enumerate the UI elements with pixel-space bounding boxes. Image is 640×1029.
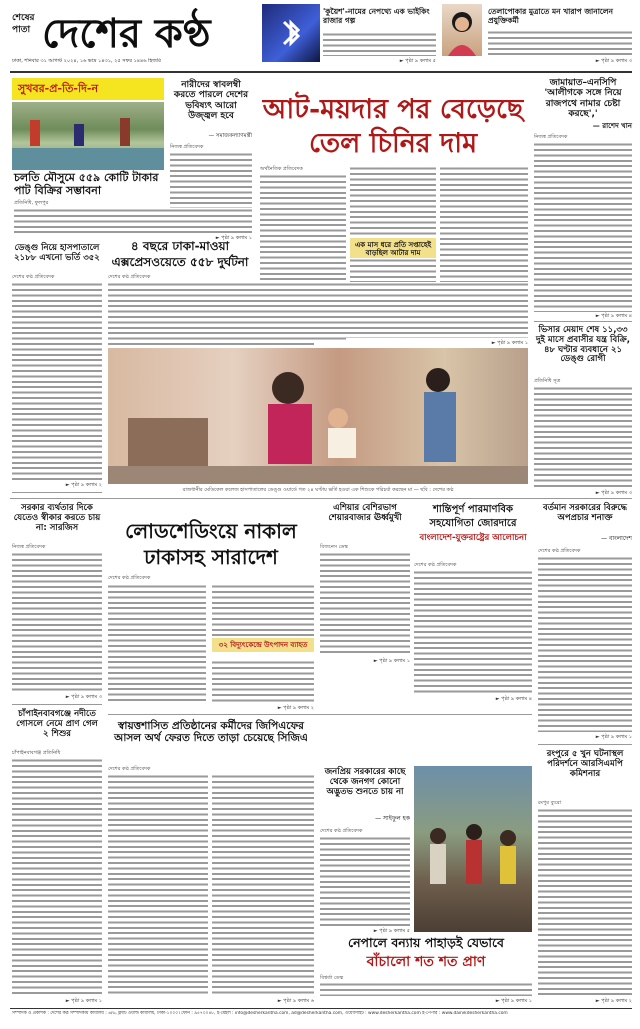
lead-headline-l1[interactable]: আট-ময়দার পর বেড়েছে <box>262 94 524 125</box>
sukhabar-headline[interactable]: চলতি মৌসুমে ৫৫৯ কোটি টাকার পাট বিক্রির সম্ভাবনা <box>14 171 159 197</box>
govtwarn-text <box>538 556 632 732</box>
govtwarn-headline[interactable]: বর্তমান সরকারের বিরুদ্ধে অপপ্রচার শনাক্ত <box>542 503 628 523</box>
rule-right1 <box>534 321 632 322</box>
rule-mid <box>10 498 632 499</box>
bdus-more[interactable]: ► পৃষ্ঠা ৯ কলাম ৪ <box>495 696 532 702</box>
gp-col1 <box>108 774 208 996</box>
expressway-headline-l1[interactable]: ৪ বছরে ঢাকা-মাওয়া <box>130 239 230 253</box>
masthead <box>0 0 640 72</box>
nepal-headline-l2[interactable]: বাঁচালো শত শত প্রাণ <box>366 954 486 970</box>
expressway-col2 <box>318 282 528 338</box>
hospital-ward-scene-icon <box>108 348 528 484</box>
promo2-image <box>442 4 482 56</box>
masthead-title: দেশের কণ্ঠ <box>42 10 211 57</box>
lead-byline: অর্থনৈতিক প্রতিবেদক <box>260 166 303 172</box>
right1-headline[interactable]: জামায়াত–এনসিপি 'আলীগকে সঙ্গে নিয়ে রাজপথে নামার চেষ্টা করছে',' <box>544 78 622 120</box>
loadshed-headline-l2[interactable]: ঢাকাসহ সারাদেশ <box>144 545 278 569</box>
right1-more[interactable]: ► পৃষ্ঠা ৯ কলাম ৪ <box>595 313 632 319</box>
visa-headline[interactable]: ভিসার মেয়াদ শেষ ১১,৩৩ দুই মাসে প্রবাসীর যন্ত্র বিক্রি, ৪৮ ঘণ্টার ব্যবধানে ২১ ডেঙ্গু রোগী <box>536 325 630 365</box>
asia-more[interactable]: ► পৃষ্ঠা ৯ কলাম ১ <box>373 658 410 664</box>
sukhabar-byline: প্রতিনিধি, ফুলপুর <box>14 200 49 206</box>
expressway-byline: দেশের কণ্ঠ প্রতিবেদক <box>108 274 151 280</box>
sukhabar-label: সুখবর-প্র-তি-দি-ন <box>12 78 164 100</box>
rangpur-more[interactable]: ► পৃষ্ঠা ৯ কলাম ২ <box>595 998 632 1004</box>
janata-text <box>320 836 410 928</box>
loadshed-more[interactable]: ► পৃষ্ঠা ৯ কলাম ২ <box>277 705 314 711</box>
expressway-col1 <box>108 282 314 346</box>
bdus-headline-l2[interactable]: সহযোগিতা জোরদারে <box>429 518 517 529</box>
gp-more[interactable]: ► পৃষ্ঠা ৯ কলাম ৬ <box>277 998 314 1004</box>
right1-byline: নিজস্ব প্রতিবেদক <box>534 134 568 140</box>
admit-byline: নিজস্ব প্রতিবেদক <box>12 544 46 550</box>
asia-byline: বিজনেস ডেস্ক <box>320 544 348 550</box>
loadshed-headline-l1[interactable]: লোডশেডিংয়ে নাকাল <box>125 519 297 543</box>
lead-box: এক মাস ধরে প্রতি সপ্তাহেই বাড়ছিল আটার দাম <box>350 238 436 260</box>
rule-admit <box>12 704 102 705</box>
lead-more[interactable]: ► পৃষ্ঠা ৯ কলাম ১ <box>491 340 528 346</box>
nepal-text <box>320 982 532 996</box>
bdus-headline-l3[interactable]: বাংলাদেশ-যুক্তরাষ্ট্রের আলোচনা <box>419 533 527 543</box>
sukhabar-text <box>14 208 252 234</box>
janata-byline: দেশের কণ্ঠ প্রতিবেদক <box>320 828 363 834</box>
janata-headline[interactable]: জনপ্রিয় সরকারের কাছে থেকে জনগণ কোনো অদ্ভুতভ শুনতে চায় না <box>324 767 406 797</box>
promo2-title[interactable]: তেলাপোকার মুত্রাতে মন খারাপ জানালেন প্রযুক্তিকর্মী <box>488 7 613 25</box>
bdus-byline: দেশের কণ্ঠ প্রতিবেদক <box>414 562 457 568</box>
lead-headline-l2[interactable]: তেল চিনির দাম <box>308 128 478 159</box>
visa-text <box>534 386 632 490</box>
sukhabar-photo <box>12 102 164 170</box>
promo2-more[interactable]: ► পৃষ্ঠা ৯ কলাম ৩ <box>595 58 632 64</box>
bluetooth-icon <box>262 4 320 62</box>
right1-text <box>534 142 632 312</box>
rangpur-byline: রংপুর ব্যুরো <box>538 800 562 806</box>
lead-col2 <box>350 166 436 236</box>
loadshed-byline: দেশের কণ্ঠ প্রতিবেদক <box>108 575 151 581</box>
rangpur-text <box>538 808 632 996</box>
dengue-headline[interactable]: ডেঙ্গু নিয়ে হাসপাতালে ২১৮৮ এখনো ভর্তি ৩৫২ <box>14 243 100 263</box>
right1-sub: — রাশেদ খান <box>592 122 632 130</box>
gp-col2 <box>212 774 314 996</box>
dengue-byline: দেশের কণ্ঠ প্রতিবেদক <box>12 274 55 280</box>
admit-text <box>12 552 102 692</box>
loadshed-col1 <box>108 584 206 704</box>
page-tag: শেষের পাতা <box>12 13 35 35</box>
gp-byline: দেশের কণ্ঠ প্রতিবেদক <box>108 766 151 772</box>
chapai-byline: চাঁপাইনবাবগঞ্জ প্রতিনিধি <box>12 750 61 756</box>
crowd-rescue-scene-icon <box>414 766 532 932</box>
rule-loadshed <box>108 714 532 715</box>
dateline: ঢাকা, শনিবার ৩১ আগস্ট ২০২৪, ১৬ ভাদ্র ১৪৩১, ২৫ সফর ১৪৪৬ হিজরি <box>12 58 161 64</box>
promo1-text <box>323 32 436 56</box>
admit-more[interactable]: ► পৃষ্ঠা ৯ কলাম ৩ <box>65 694 102 700</box>
promo1-more[interactable]: ► পৃষ্ঠা ৯ কলাম ৫ <box>399 58 436 64</box>
footer-rule <box>10 1008 632 1009</box>
visa-more[interactable]: ► পৃষ্ঠা ৯ কলাম ৩ <box>595 490 632 496</box>
chapai-text <box>12 758 102 996</box>
janata-sub: — সাইফুল হক <box>375 815 410 822</box>
visa-byline: প্রতিনিধি সূত্র <box>534 378 561 384</box>
chapai-more[interactable]: ► পৃষ্ঠা ৯ কলাম ১ <box>65 998 102 1004</box>
promo1-image <box>262 4 320 62</box>
person-portrait-icon <box>442 4 482 56</box>
photo-caption: রাজধানীর মেডিকেল কলেজ হাসপাতালের ডেঙ্গু ওয়ার্ডে গত ২৪ ঘণ্টায় ভর্তি হওয়া এক শিশুকে পরিচর্যা করছেন মা — ছবি : দেশের কণ্ঠ <box>182 487 454 493</box>
chapai-headline[interactable]: চাঁপাইনবাবগঞ্জে নদীতে গোসলে নেমে প্রাণ গেল ২ শিশুর <box>16 709 98 739</box>
sukhabar-more[interactable]: ► পৃষ্ঠা ৯ কলাম ১ <box>215 235 252 241</box>
janata-more[interactable]: ► পৃষ্ঠা ৯ কলাম ৫ <box>373 928 410 934</box>
loadshed-col2b <box>212 660 314 704</box>
govtwarn-byline: দেশের কণ্ঠ প্রতিবেদক <box>538 548 581 554</box>
rule-govtwarn <box>538 744 632 745</box>
govtwarn-sub: — বাংলাদেশ <box>601 535 632 542</box>
bdus-text <box>414 570 532 694</box>
loadshed-col2a <box>212 584 314 636</box>
govtwarn-more[interactable]: ► পৃষ্ঠা ৯ কলাম ১ <box>595 734 632 740</box>
sukhabar-side-sub: — সমাজকল্যাণমন্ত্রী <box>208 133 252 139</box>
nepal-byline: বিশ্বর্তা ডেস্ক <box>320 975 344 981</box>
asia-text <box>320 552 410 656</box>
rule-dengue <box>12 492 102 493</box>
footer-imprint: সম্পাদক ও প্রকাশক : দেশের কণ্ঠ সম্পাদকীয় কার্যালয় : ৬/৬, ফ্ল্যাট ওয়ার্ল্ড কার্যালয়, ঢাকা-১০০০। ফোন : ৯৫৭০০৪৮, ই-মেইল : info@desherkantha.com, ad@desherkantha.com, ওয়েবসাইট : www.desherkantha.com ই-পেপার : www.dainikdesherkantha.com <box>12 1011 508 1016</box>
nepal-photo <box>414 766 532 932</box>
jute-field-figures-icon <box>12 102 164 170</box>
asia-headline[interactable]: এশিয়ার বেশিরভাগ শেয়ারবাজার ঊর্ধ্বমুখী <box>328 503 402 523</box>
dengue-more[interactable]: ► পৃষ্ঠা ৯ কলাম ২ <box>65 482 102 488</box>
masthead-rule <box>10 71 632 73</box>
loadshed-box: ৩২ বিদ্যুৎকেন্দ্রে উৎপাদন ব্যাহত <box>212 638 314 652</box>
dengue-text <box>12 282 102 480</box>
promo2-text <box>488 30 632 56</box>
admit-headline[interactable]: সরকার ব্যর্থতার দিকে যেতেও স্বীকার করতে চায় না: সারজিস <box>13 503 101 533</box>
sukhabar-side-byline: নিজস্ব প্রতিবেদক <box>170 144 204 150</box>
bdus-headline-l1[interactable]: শান্তিপূর্ণ পারমাণবিক <box>433 504 513 515</box>
promo1-title[interactable]: 'কুয়ৈশ'-নামের নেপথ্যে এক ভাইকিং রাজার গল্প <box>323 7 430 25</box>
gp-headline[interactable]: স্বায়ত্তশাসিত প্রতিষ্ঠানের কর্মীদের জিপিএফের আসল অর্থ ফেরত দিতে তাড়া চেয়েছে সিজিএ <box>114 720 308 745</box>
nepal-more[interactable]: ► পৃষ্ঠা ৯ কলাম ১ <box>495 998 532 1004</box>
nepal-headline-l1[interactable]: নেপালে বন্যায় পাহাড়ই যেভাবে <box>348 935 504 950</box>
lead-photo <box>108 348 528 484</box>
rangpur-headline[interactable]: রংপুরে ৫ খুন ঘটনাস্থল পরিদর্শনে আরসিএমপি কমিশনার <box>546 749 624 779</box>
sukhabar-side-headline[interactable]: নারীদের স্বাবলম্বী করতে পারলে দেশের ভবিষ্যৎ আরো উজ্জ্বল হবে <box>173 80 249 122</box>
expressway-headline-l2[interactable]: এক্সপ্রেসওয়েতে ৫৫৮ দুর্ঘটনা <box>111 255 249 269</box>
